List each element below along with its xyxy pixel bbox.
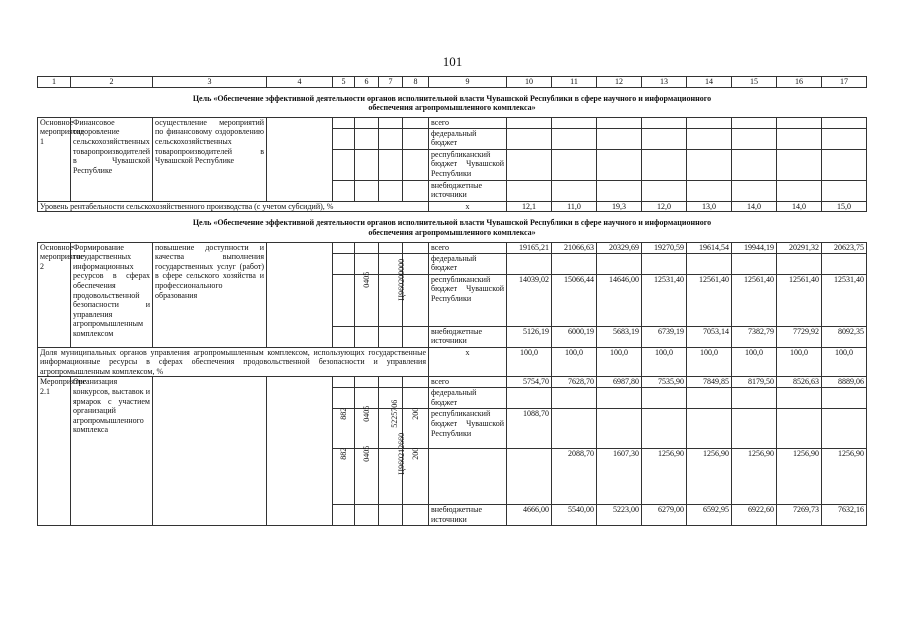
table-cell: 1088,70 <box>507 409 552 449</box>
table-cell: 12,0 <box>642 201 687 212</box>
event-title: Формирование государственных информационных ресурсов в сферах обеспечения продовольственной безопасности и управления агропромышленным комплексом <box>71 242 153 347</box>
indicator-label: Доля муниципальных органов управления агропромышленным комплексом, использующих государственные информационные ресурсы в сферах обеспечения продовольственной безопасности и управления агропромышленным комплексом, % <box>38 347 429 377</box>
table-cell: 6000,19 <box>552 326 597 347</box>
table-cell: 7053,14 <box>687 326 732 347</box>
event-label: Мероприятие 2.1 <box>38 377 71 526</box>
table-cell: 12561,40 <box>732 274 777 326</box>
table-cell: 14646,00 <box>597 274 642 326</box>
event-goal: осуществление мероприятий по финансовому оздоровлению сельскохозяйственных товаропроизводителей в Чувашской Республике <box>153 117 267 201</box>
col-header: 11 <box>552 77 597 88</box>
table-cell: 100,0 <box>642 347 687 377</box>
source-label: внебюджетные источники <box>429 180 507 201</box>
x-mark: х <box>429 347 507 377</box>
table-cell: 12531,40 <box>642 274 687 326</box>
goal-row <box>38 212 867 242</box>
table-cell: 19614,54 <box>687 242 732 253</box>
code-section: 0405 <box>361 446 371 463</box>
table-cell: 5754,70 <box>507 377 552 388</box>
table-cell: 1256,90 <box>642 449 687 505</box>
table-cell: 7382,79 <box>732 326 777 347</box>
table-cell: 14,0 <box>777 201 822 212</box>
table-cell: 4666,00 <box>507 505 552 526</box>
header-row <box>38 77 867 88</box>
table-cell: 100,0 <box>552 347 597 377</box>
table-cell: 19270,59 <box>642 242 687 253</box>
table-cell: 6739,19 <box>642 326 687 347</box>
source-label: республиканский бюджет Чувашской Республики <box>429 274 507 326</box>
source-label: всего <box>429 377 507 388</box>
event-title: Организация конкурсов, выставок и ярмарок с участием организаций агропромышленного комплекса <box>71 377 153 526</box>
table-cell: 100,0 <box>822 347 867 377</box>
table-cell: 5683,19 <box>597 326 642 347</box>
goal-text: Цель «Обеспечение эффективной деятельности органов исполнительной власти Чувашской Республики в сфере научного и информационного обеспечения агропромышленного комплекса» <box>38 212 867 242</box>
col-header: 10 <box>507 77 552 88</box>
code-article: 5225706 <box>390 400 400 429</box>
code-section: 0405 <box>361 271 371 288</box>
indicator-row <box>38 347 867 377</box>
source-label: федеральный бюджет <box>429 388 507 409</box>
table-cell: 100,0 <box>777 347 822 377</box>
table-cell: 11,0 <box>552 201 597 212</box>
goal-text: Цель «Обеспечение эффективной деятельности органов исполнительной власти Чувашской Республики в сфере научного и информационного обеспечения агропромышленного комплекса» <box>38 87 867 117</box>
table-cell: 1256,90 <box>822 449 867 505</box>
table-row <box>38 117 867 128</box>
event-label: Основное мероприятие 1 <box>38 117 71 201</box>
table-cell: 100,0 <box>732 347 777 377</box>
page-number: 101 <box>442 54 463 69</box>
table-cell: 7535,90 <box>642 377 687 388</box>
table-cell: 1256,90 <box>777 449 822 505</box>
table-cell: 1256,90 <box>732 449 777 505</box>
table-cell: 6922,60 <box>732 505 777 526</box>
table-cell: 5126,19 <box>507 326 552 347</box>
table-cell: 1607,30 <box>597 449 642 505</box>
table-cell: 19165,21 <box>507 242 552 253</box>
table-cell: 2088,70 <box>552 449 597 505</box>
table-cell: 12,1 <box>507 201 552 212</box>
col-header: 6 <box>355 77 379 88</box>
table-cell: 8179,50 <box>732 377 777 388</box>
col-header: 2 <box>71 77 153 88</box>
col-header: 17 <box>822 77 867 88</box>
table-cell: 5223,00 <box>597 505 642 526</box>
col-header: 12 <box>597 77 642 88</box>
table-cell: 14039,02 <box>507 274 552 326</box>
goal-row <box>38 87 867 117</box>
col-header: 13 <box>642 77 687 88</box>
col-header: 5 <box>333 77 355 88</box>
budget-table <box>37 76 867 526</box>
x-mark: х <box>429 201 507 212</box>
table-cell: 15,0 <box>822 201 867 212</box>
table-cell: 100,0 <box>687 347 732 377</box>
table-cell: 7729,92 <box>777 326 822 347</box>
table-cell: 6279,00 <box>642 505 687 526</box>
table-cell: 8526,63 <box>777 377 822 388</box>
source-label: республиканский бюджет Чувашской Республики <box>429 149 507 180</box>
event-title: Финансовое оздоровление сельскохозяйственных товаропроизводителей в Чувашской Республике <box>71 117 153 201</box>
table-cell: 21066,63 <box>552 242 597 253</box>
table-cell: 12561,40 <box>777 274 822 326</box>
table-cell: 100,0 <box>507 347 552 377</box>
indicator-label: Уровень рентабельности сельскохозяйственного производства (с учетом субсидий), % <box>38 201 429 212</box>
table-cell: 6592,95 <box>687 505 732 526</box>
code-expense: 200 <box>410 448 420 461</box>
event-label: Основное мероприятие 2 <box>38 242 71 347</box>
col-header: 15 <box>732 77 777 88</box>
col-header: 9 <box>429 77 507 88</box>
table-row <box>38 377 867 388</box>
table-cell: 12531,40 <box>822 274 867 326</box>
col-header: 7 <box>379 77 403 88</box>
table-cell: 15066,44 <box>552 274 597 326</box>
source-label: республиканский бюджет Чувашской Республики <box>429 409 507 449</box>
event-goal: повышение доступности и качества выполнения государственных услуг (работ) в сфере сельского хозяйства и профессионального образования <box>153 242 267 347</box>
table-cell: 1256,90 <box>687 449 732 505</box>
table-row <box>38 242 867 253</box>
table-cell: 8889,06 <box>822 377 867 388</box>
source-label: всего <box>429 117 507 128</box>
table-cell: 19944,19 <box>732 242 777 253</box>
table-cell: 8092,35 <box>822 326 867 347</box>
table-cell: 20291,32 <box>777 242 822 253</box>
col-header: 1 <box>38 77 71 88</box>
code-ministry: 882 <box>338 448 348 461</box>
table-cell: 5540,00 <box>552 505 597 526</box>
table-cell: 7632,16 <box>822 505 867 526</box>
col-header: 14 <box>687 77 732 88</box>
table-cell: 20329,69 <box>597 242 642 253</box>
col-header: 4 <box>267 77 333 88</box>
code-section: 0405 <box>361 406 371 423</box>
table-cell: 19,3 <box>597 201 642 212</box>
table-cell: 12561,40 <box>687 274 732 326</box>
source-label: всего <box>429 242 507 253</box>
table-cell: 100,0 <box>597 347 642 377</box>
source-label: внебюджетные источники <box>429 505 507 526</box>
code-ministry: 882 <box>338 408 348 421</box>
table-cell: 20623,75 <box>822 242 867 253</box>
table-cell: 7628,70 <box>552 377 597 388</box>
code-article: Ц960200000 <box>397 258 407 301</box>
col-header: 3 <box>153 77 267 88</box>
source-label: внебюджетные источники <box>429 326 507 347</box>
table-cell: 13,0 <box>687 201 732 212</box>
indicator-row <box>38 201 867 212</box>
table-cell: 7269,73 <box>777 505 822 526</box>
source-label: федеральный бюджет <box>429 128 507 149</box>
code-expense: 200 <box>410 408 420 421</box>
col-header: 8 <box>403 77 429 88</box>
col-header: 16 <box>777 77 822 88</box>
table-cell: 6987,80 <box>597 377 642 388</box>
table-cell: 7849,85 <box>687 377 732 388</box>
table-cell: 14,0 <box>732 201 777 212</box>
source-label: федеральный бюджет <box>429 253 507 274</box>
code-article: Ц960212660 <box>397 433 407 476</box>
